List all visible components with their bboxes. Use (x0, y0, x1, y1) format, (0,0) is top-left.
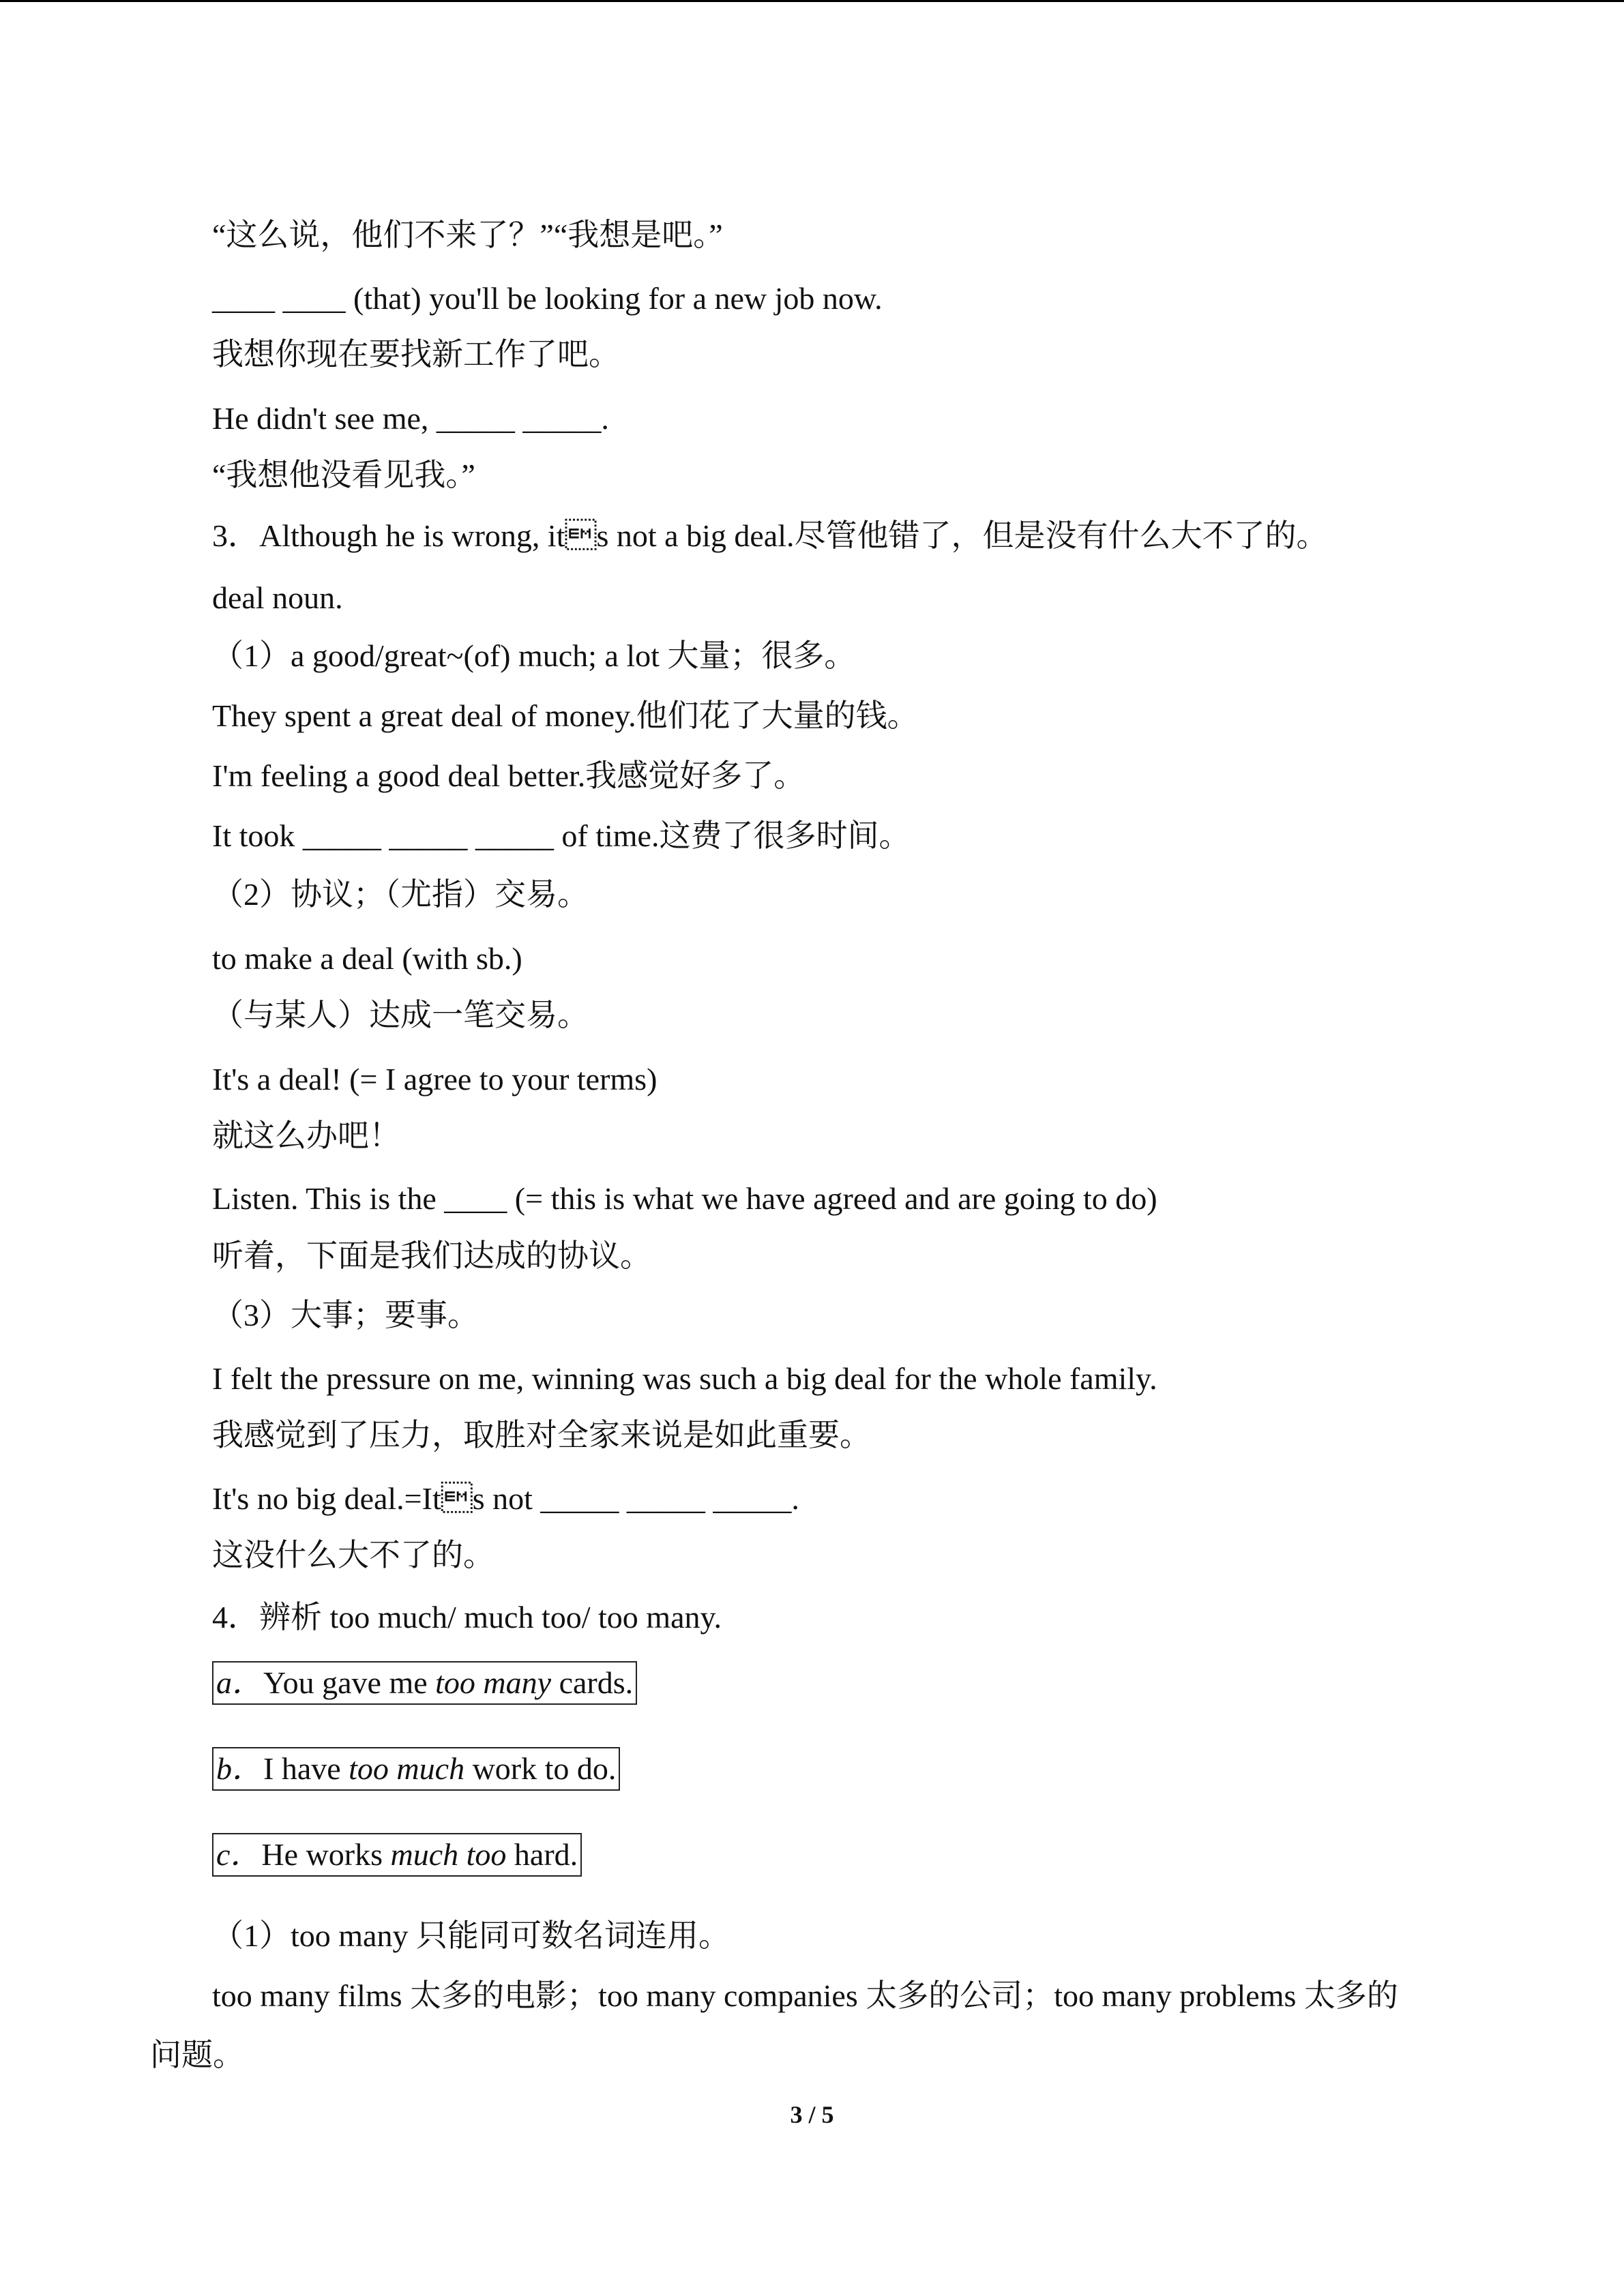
example-label: b． (216, 1751, 263, 1786)
page-number: 3 / 5 (790, 2101, 834, 2128)
text-line: ____ ____ (that) you'll be looking for a new job now. (212, 281, 883, 316)
text-line: 就这么办吧！ (212, 1118, 400, 1153)
example-text: You gave me (263, 1665, 436, 1700)
example-box-b (212, 1747, 620, 1791)
text-line: “我想他没看见我。” (212, 458, 475, 492)
text-line: 4．辨析 too much/ much too/ too many. (212, 1600, 722, 1635)
text-line: It took _____ _____ _____ of time.这费了很多时间。 (212, 818, 911, 853)
example-text: cards. (551, 1665, 634, 1700)
text-line: I'm feeling a good deal better.我感觉好多了。 (212, 758, 806, 793)
text-line: to make a deal (with sb.) (212, 941, 522, 976)
note-line: too many films 太多的电影；too many companies 太多的公司；too many problems 太多的 (212, 1978, 1398, 2013)
text-line: Listen. This is the ____ (= this is what we have agreed and are going to do) (212, 1181, 1157, 1216)
example-box-c (212, 1833, 582, 1877)
text-line: （2）协议；（尤指）交易。 (212, 877, 589, 912)
text-line: （3）大事；要事。 (212, 1298, 479, 1332)
text-line: 这没什么大不了的。 (212, 1538, 494, 1572)
example-emphasis: too many (435, 1665, 552, 1700)
text-line: 我感觉到了压力，取胜对全家来说是如此重要。 (212, 1418, 871, 1452)
example-text: work to do. (464, 1751, 617, 1786)
example-text: He works (261, 1837, 391, 1872)
example-text: I have (263, 1751, 349, 1786)
text-line: （1）a good/great~(of) much; a lot 大量；很多。 (212, 638, 856, 673)
text-line: 我想你现在要找新工作了吧。 (212, 337, 620, 372)
text-line: He didn't see me, _____ _____. (212, 401, 609, 436)
example-label: a． (216, 1665, 263, 1700)
example-emphasis: much too (390, 1837, 507, 1872)
top-border (0, 0, 1624, 2)
text-line: 听着，下面是我们达成的协议。 (212, 1238, 651, 1273)
text-line: 3．Although he is wrong, its not a big deal.尽管他错了，但是没有什么大不了的。 (212, 518, 1328, 553)
note-line: 问题。 (150, 2038, 244, 2072)
example-emphasis: too much (349, 1751, 465, 1786)
text-line: “这么说，他们不来了？”“我想是吧。” (212, 218, 723, 252)
text-line: deal noun. (212, 580, 343, 615)
text-line: They spent a great deal of money.他们花了大量的钱。 (212, 698, 919, 733)
text-line: It's no big deal.=Its not _____ _____ _____. (212, 1481, 799, 1516)
example-label: c． (216, 1837, 262, 1872)
example-box-a (212, 1661, 637, 1705)
example-text: hard. (506, 1837, 578, 1872)
note-line: （1）too many 只能同可数名词连用。 (212, 1918, 730, 1953)
text-line: （与某人）达成一笔交易。 (212, 998, 589, 1032)
text-line: It's a deal! (= I agree to your terms) (212, 1062, 658, 1097)
text-line: I felt the pressure on me, winning was such a big deal for the whole family. (212, 1361, 1157, 1396)
